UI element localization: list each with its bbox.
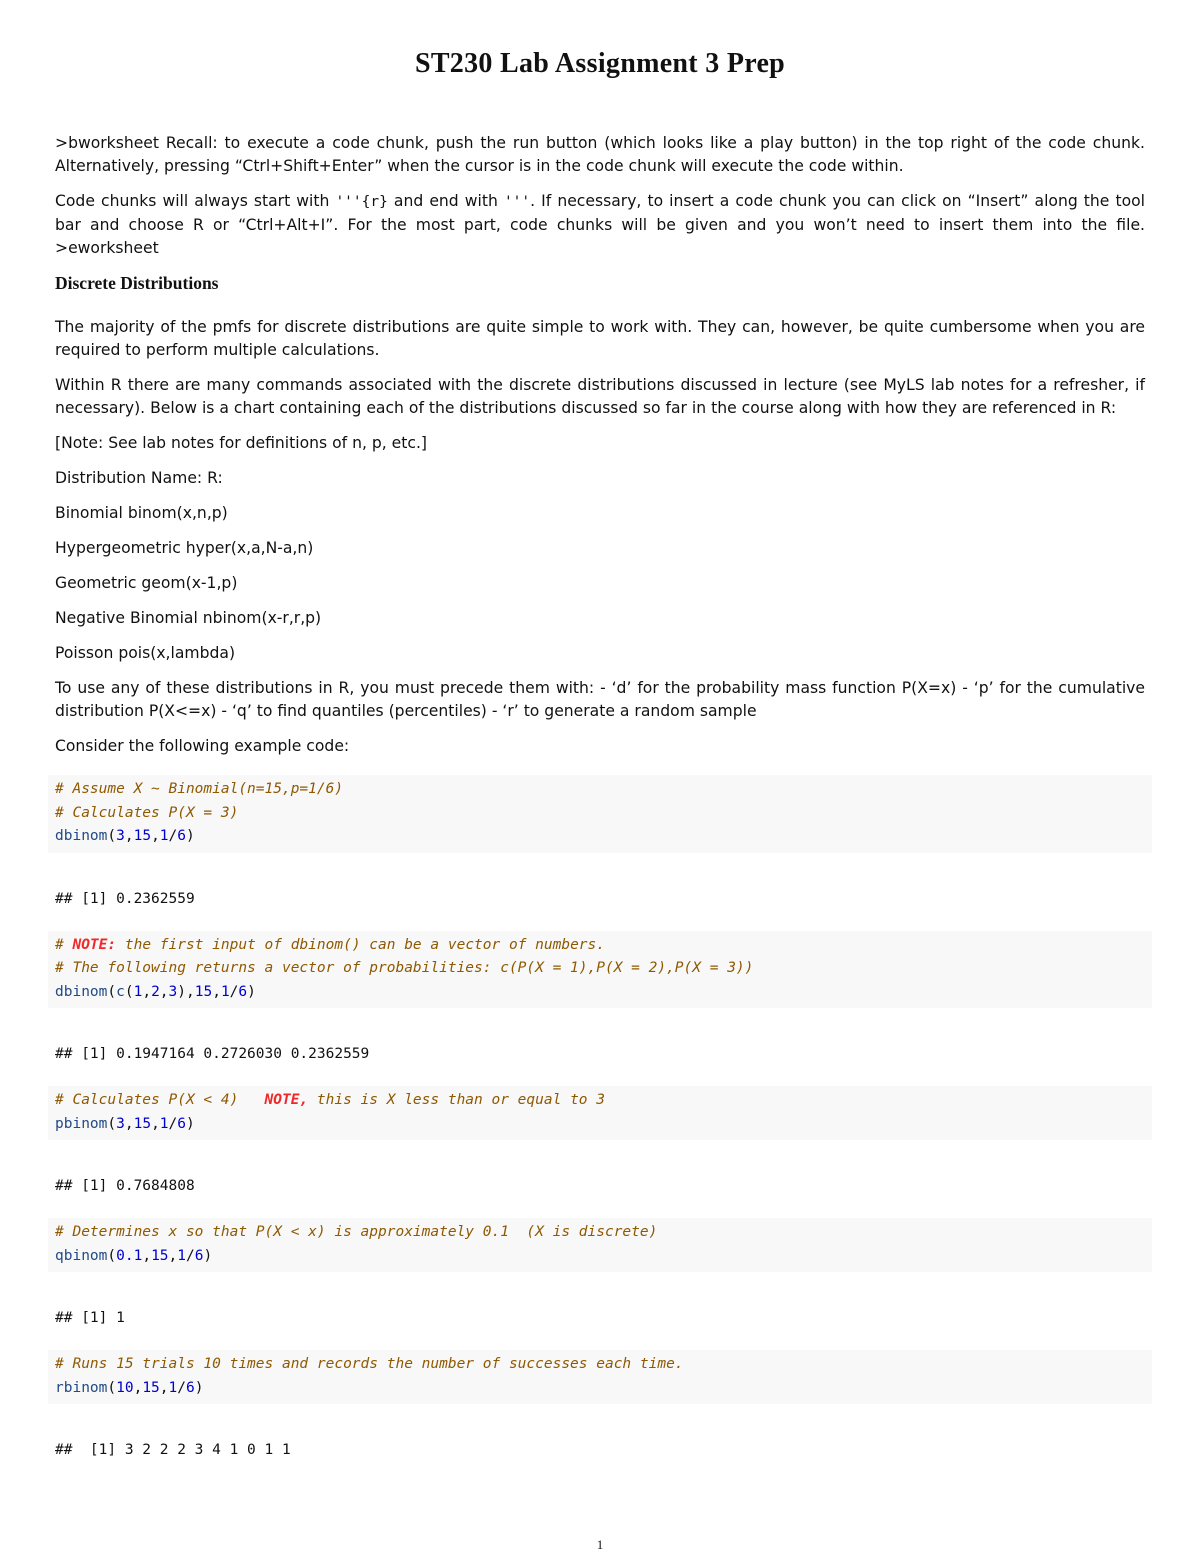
code-number: 1	[220, 983, 230, 1000]
section-paragraph-1: The majority of the pmfs for discrete distributions are quite simple to work with. They can, however, be quite cumbersome when you are required to perform multiple calculations.	[55, 318, 1145, 359]
consider-line: Consider the following example code:	[55, 737, 350, 755]
code-number: 6	[186, 1379, 195, 1396]
inline-code-chunk-start: '''{r}	[335, 194, 388, 210]
intro-paragraph-1: >bworksheet Recall: to execute a code chunk, push the run button (which looks like a play button) in the top right of the code chunk. Alternatively, pressing “Ctrl+Shift+Enter” when the cursor is in the code chunk will execute the code within.	[55, 134, 1145, 175]
code-output-4: ## [1] 1	[55, 1310, 125, 1326]
code-chunk-5	[48, 1350, 1152, 1404]
code-line: rbinom(10,15,1/6)	[55, 1379, 204, 1396]
note-keyword: NOTE:	[72, 936, 117, 953]
page-title: ST230 Lab Assignment 3 Prep	[414, 48, 786, 79]
text-span: this is X less than or equal to 3	[308, 1092, 605, 1108]
code-comment: # Assume X ~ Binomial(n=15,p=1/6)	[55, 781, 344, 797]
code-number: 1	[159, 828, 169, 844]
code-chunk-3	[48, 1086, 1152, 1140]
code-number: 15	[194, 983, 213, 1000]
code-number: 6	[238, 983, 248, 1000]
text-span: and end with	[387, 192, 504, 210]
distribution-negative-binomial: Negative Binomial nbinom(x-r,r,p)	[55, 609, 322, 627]
code-comment	[55, 934, 1145, 958]
distribution-header: Distribution Name: R:	[55, 469, 223, 487]
code-comment: # Determines x so that P(X < x) is approximately 0.1 (X is discrete)	[55, 1224, 658, 1240]
code-number: 2	[151, 983, 160, 1000]
code-line: qbinom(0.1,15,1/6)	[55, 1247, 213, 1264]
code-function: pbinom	[55, 1115, 108, 1132]
code-number: 15	[142, 1379, 160, 1396]
text-span: . If necessary, to insert a code chunk you can click on “Insert” along the tool bar and choose R or “Ctrl+Alt+I”. For the most part, code chunks will be given and you won’t need to insert them into the file. >eworksheet	[55, 192, 1145, 257]
note-line: [Note: See lab notes for definitions of n, p, etc.]	[55, 434, 428, 452]
distribution-poisson: Poisson pois(x,lambda)	[55, 644, 236, 662]
code-number: 3	[116, 1115, 125, 1132]
distribution-binomial: Binomial binom(x,n,p)	[55, 504, 228, 522]
code-line: dbinom(c(1,2,3),15,1/6)	[55, 983, 256, 1000]
code-number: 15	[133, 1115, 152, 1132]
distribution-hypergeometric: Hypergeometric hyper(x,a,N-a,n)	[55, 539, 314, 557]
text-span: #	[55, 936, 73, 953]
text-span: # Calculates P(X < 4)	[55, 1092, 265, 1108]
text-span: Code chunks will always start with	[55, 192, 336, 210]
code-number: 1	[159, 1115, 169, 1132]
code-number: 6	[177, 1115, 186, 1132]
code-number: 3	[116, 828, 125, 844]
document-body	[55, 132, 1145, 1462]
code-function: c	[116, 983, 125, 1000]
code-chunk-4	[48, 1218, 1152, 1272]
inline-code-chunk-end: '''	[503, 194, 531, 210]
code-output-3: ## [1] 0.7684808	[55, 1178, 195, 1194]
code-comment: # Calculates P(X = 3)	[55, 804, 239, 821]
code-line: pbinom(3,15,1/6)	[55, 1115, 195, 1132]
code-number: 10	[116, 1379, 134, 1396]
note-keyword: NOTE,	[264, 1092, 309, 1108]
code-number: 1	[177, 1247, 186, 1264]
code-output-2: ## [1] 0.1947164 0.2726030 0.2362559	[55, 1046, 370, 1062]
code-number: 6	[177, 828, 186, 844]
distribution-geometric: Geometric geom(x-1,p)	[55, 574, 238, 592]
code-comment: # Runs 15 trials 10 times and records the number of successes each time.	[55, 1356, 684, 1372]
code-output-5: ## [1] 3 2 2 2 3 4 1 0 1 1	[55, 1442, 291, 1458]
code-function: rbinom	[55, 1379, 108, 1396]
code-function: dbinom	[55, 828, 108, 844]
usage-paragraph: To use any of these distributions in R, you must precede them with: - ‘d’ for the probability mass function P(X=x) - ‘p’ for the cumulative distribution P(X<=x) - ‘q’ to find quantiles (percentiles) - ‘r’ to generate a random sample	[55, 679, 1145, 720]
code-number: 6	[194, 1247, 204, 1264]
code-function: qbinom	[55, 1247, 108, 1264]
intro-paragraph-2	[55, 190, 1145, 260]
code-number: 15	[151, 1247, 169, 1264]
code-line: dbinom(3,15,1/6)	[55, 828, 195, 844]
code-number: 1	[133, 983, 143, 1000]
code-chunk-1	[48, 775, 1152, 853]
code-number: 0.1	[116, 1247, 143, 1264]
code-comment: # The following returns a vector of probabilities: c(P(X = 1),P(X = 2),P(X = 3))	[55, 960, 754, 976]
code-number: 3	[168, 983, 178, 1000]
code-chunk-2	[48, 931, 1152, 1009]
code-comment	[55, 1089, 1145, 1113]
text-span: the first input of dbinom() can be a vector of numbers.	[116, 936, 605, 953]
code-number: 15	[133, 828, 152, 844]
code-number: 1	[168, 1379, 178, 1396]
section-paragraph-2: Within R there are many commands associated with the discrete distributions discussed in lecture (see MyLS lab notes for a refresher, if necessary). Below is a chart containing each of the distributions discussed so far in the course along with how they are referenced in R:	[55, 376, 1145, 417]
page-number: 1	[596, 1537, 604, 1552]
code-function: dbinom	[55, 983, 108, 1000]
section-heading: Discrete Distributions	[55, 273, 219, 293]
code-output-1: ## [1] 0.2362559	[55, 890, 195, 907]
